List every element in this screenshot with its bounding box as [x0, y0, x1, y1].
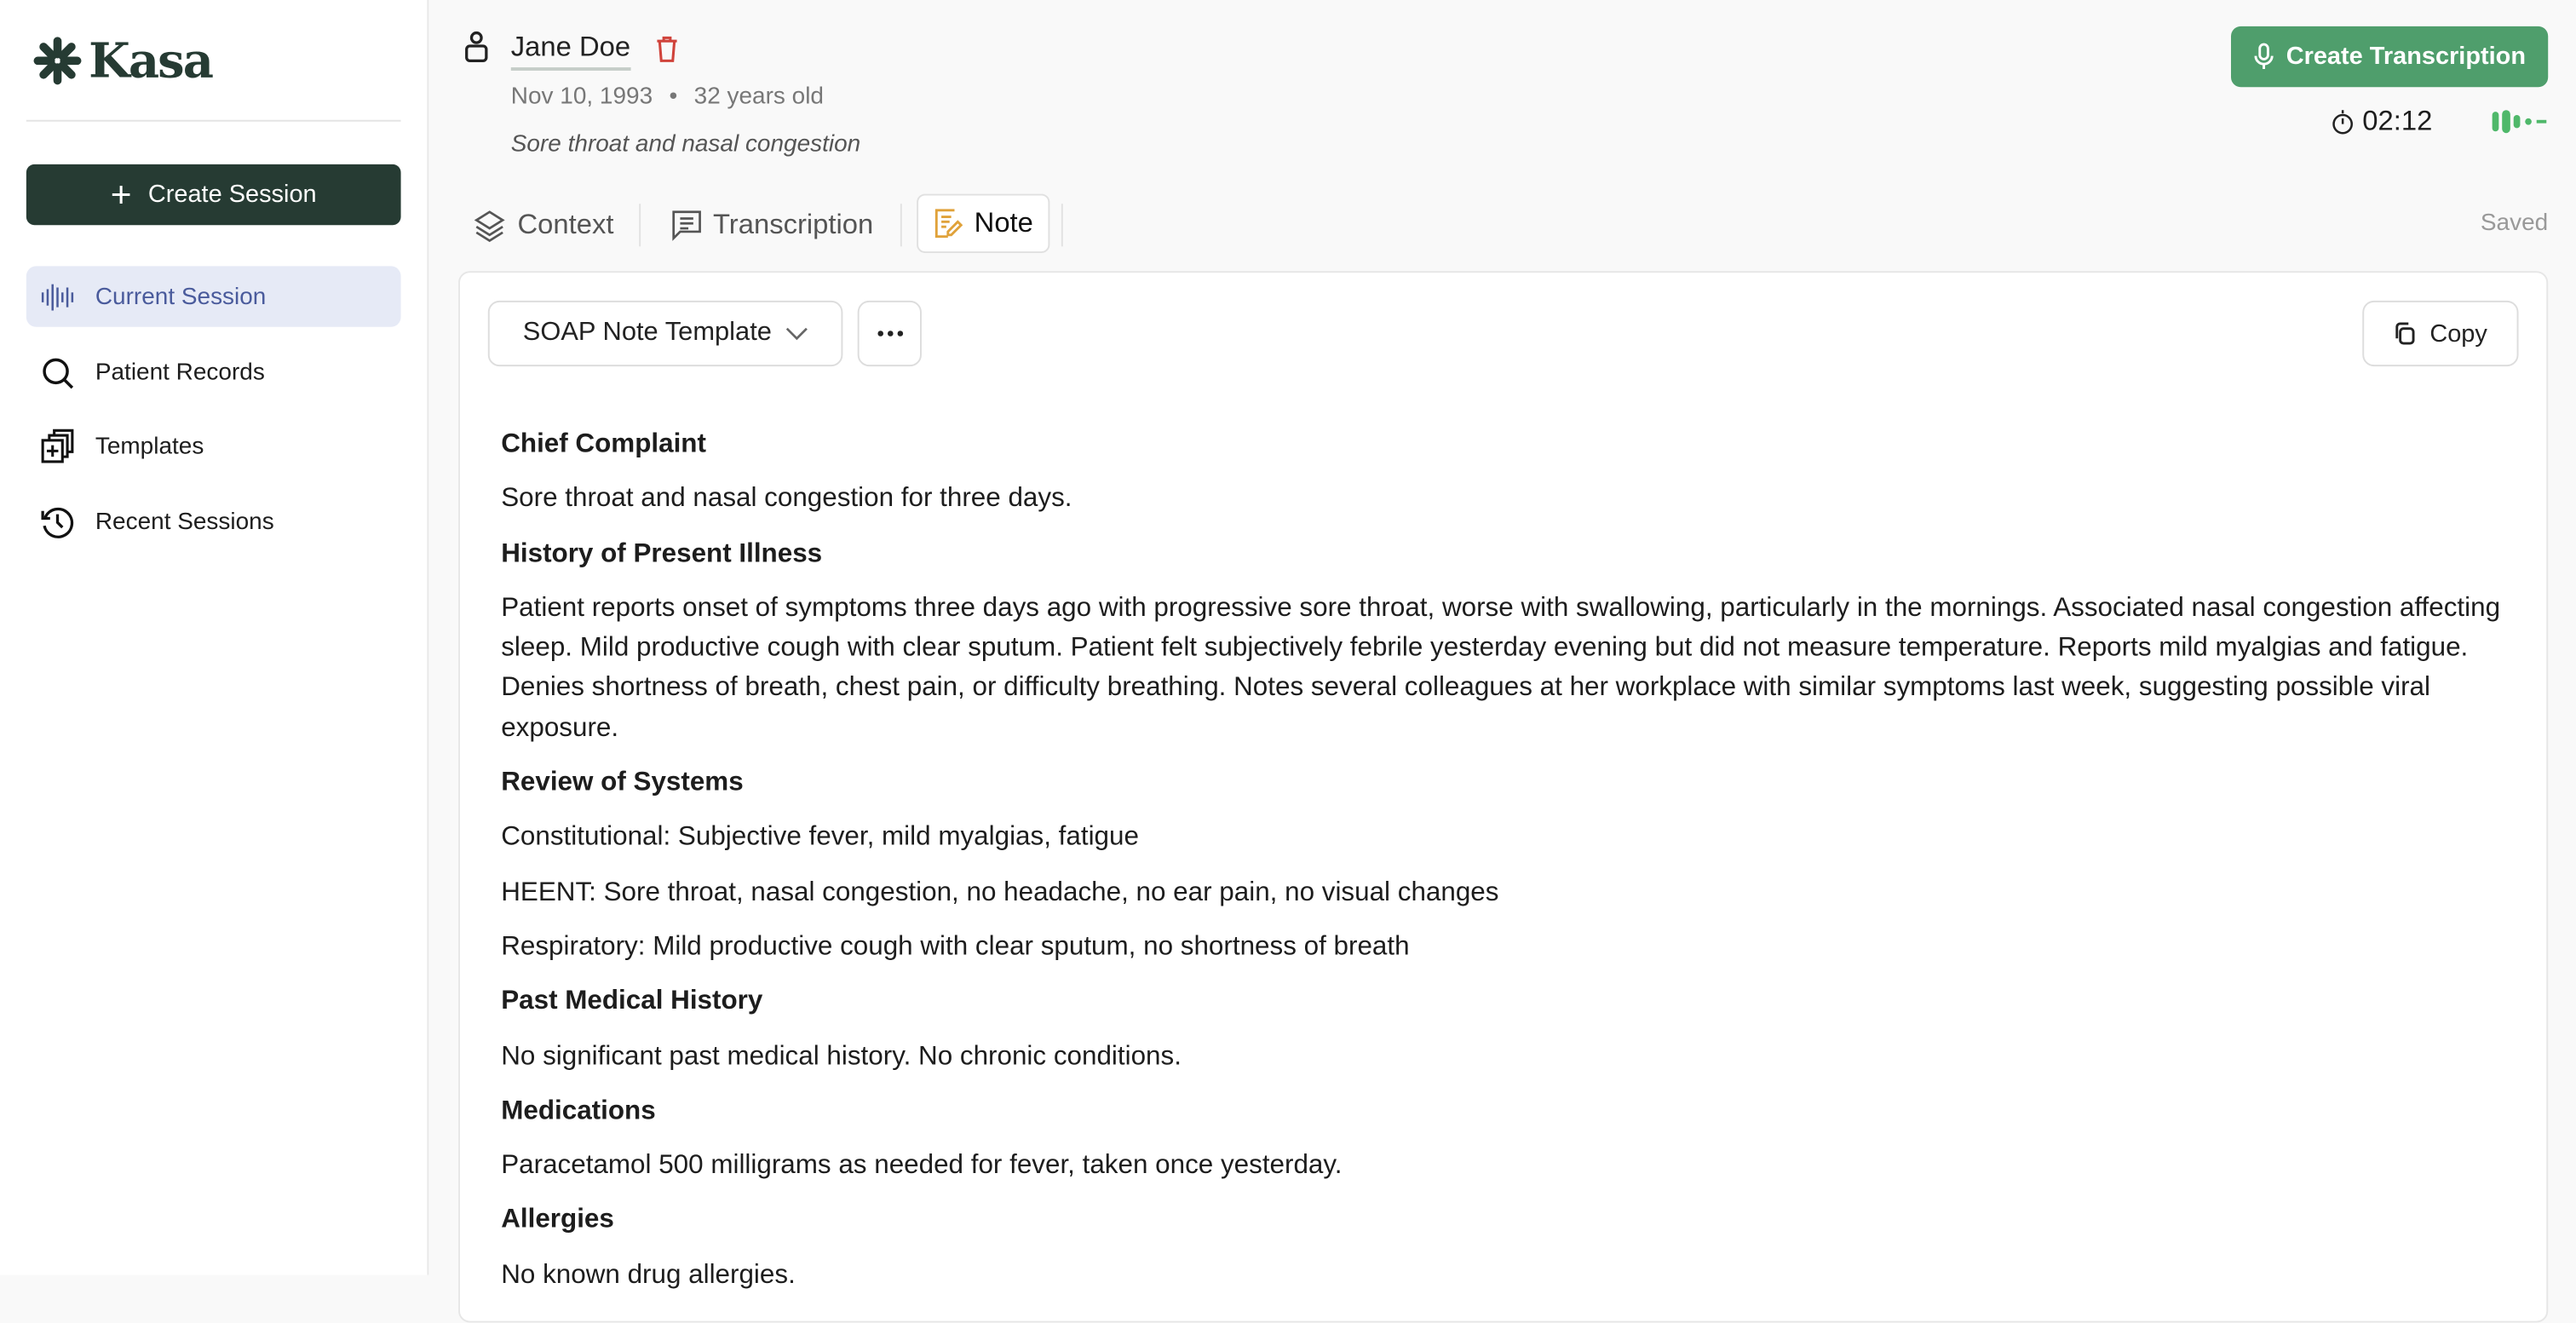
- separator: •: [669, 83, 678, 111]
- divider: [26, 120, 401, 122]
- patient-icon: [463, 32, 490, 65]
- create-transcription-label: Create Transcription: [2286, 43, 2527, 71]
- note-edit-icon: [933, 209, 963, 239]
- search-icon: [39, 354, 75, 390]
- section-text: No known drug allergies.: [501, 1259, 796, 1290]
- logo-text: Kasa: [89, 32, 213, 89]
- section-heading: Chief Complaint: [501, 429, 706, 459]
- stopwatch-icon: [2332, 108, 2355, 135]
- section-text: Sore throat and nasal congestion for three days.: [501, 483, 1072, 514]
- waveform-icon: [39, 279, 75, 314]
- main-panel: [428, 0, 2576, 1290]
- sidebar-item-label: Patient Records: [95, 359, 265, 386]
- template-label: SOAP Note Template: [522, 319, 772, 347]
- copy-button[interactable]: [2362, 301, 2518, 366]
- section-text: Respiratory: Mild productive cough with clear sputum, no shortness of breath: [501, 931, 1410, 962]
- section-text: HEENT: Sore throat, nasal congestion, no headache, no ear pain, no visual changes: [501, 877, 1499, 906]
- create-session-label: Create Session: [147, 181, 317, 209]
- section-heading: Past Medical History: [501, 986, 763, 1016]
- tab-label: Note: [974, 206, 1033, 239]
- sidebar-item-current-session[interactable]: [26, 266, 401, 326]
- tab-label: Transcription: [712, 208, 874, 240]
- tab-context[interactable]: [473, 200, 613, 250]
- microphone-icon: [2253, 43, 2273, 71]
- sidebar-item-label: Current Session: [95, 283, 267, 310]
- tab-divider: [1061, 204, 1063, 246]
- sidebar: [0, 0, 428, 1275]
- tab-note[interactable]: [917, 194, 1049, 253]
- templates-icon: [39, 428, 75, 463]
- audio-level-icon: [2493, 110, 2550, 133]
- save-status: Saved: [2480, 210, 2549, 237]
- history-icon: [39, 503, 75, 539]
- section-heading: History of Present Illness: [501, 538, 823, 568]
- sidebar-item-templates[interactable]: [26, 416, 401, 476]
- layers-icon: [473, 209, 506, 242]
- message-icon: [672, 210, 702, 240]
- section-text: Constitutional: Subjective fever, mild myalgias, fatigue: [501, 822, 1139, 852]
- tab-divider: [900, 204, 902, 246]
- session-timer: [2332, 105, 2433, 138]
- create-transcription-button[interactable]: [2231, 26, 2548, 87]
- ellipsis-icon: [877, 331, 903, 337]
- create-session-button[interactable]: [26, 164, 401, 225]
- tab-divider: [639, 204, 641, 246]
- note-content[interactable]: [501, 424, 2505, 1310]
- sidebar-item-label: Recent Sessions: [95, 508, 274, 535]
- template-dropdown[interactable]: [488, 301, 843, 366]
- sidebar-item-patient-records[interactable]: [26, 342, 401, 402]
- patient-age: 32 years old: [693, 83, 824, 111]
- note-card: [458, 271, 2548, 1322]
- section-text: Paracetamol 500 milligrams as needed for fever, taken once yesterday.: [501, 1150, 1343, 1181]
- section-text: No significant past medical history. No chronic conditions.: [501, 1040, 1182, 1071]
- logo[interactable]: [33, 33, 212, 89]
- patient-dob: Nov 10, 1993: [510, 83, 653, 111]
- tab-transcription[interactable]: [672, 200, 874, 250]
- trash-icon[interactable]: [655, 34, 678, 62]
- copy-icon: [2394, 322, 2417, 345]
- patient-name[interactable]: Jane Doe: [511, 32, 630, 71]
- section-heading: Medications: [501, 1096, 656, 1125]
- sidebar-item-recent-sessions[interactable]: [26, 492, 401, 552]
- plus-icon: +: [110, 173, 132, 215]
- section-text: Patient reports onset of symptoms three days ago with progressive sore throat, worse with swallowing, particularly in the mornings. Associated nasal congestion affecting sleep. Mild productive cough with clear sputum. Patient felt subjectively febrile yesterday evening but did not measure temperature. Reports mild myalgias and fatigue. Denies shortness of breath, chest pain, or difficulty breathing. Notes several colleagues at her workplace with similar symptoms last week, suggesting possible viral exposure.: [501, 593, 2501, 743]
- chevron-down-icon: [785, 326, 808, 341]
- section-heading: Allergies: [501, 1205, 614, 1235]
- patient-meta: [511, 83, 824, 110]
- sidebar-item-label: Templates: [95, 433, 204, 460]
- visit-reason: Sore throat and nasal congestion: [510, 131, 861, 158]
- timer-value: 02:12: [2362, 105, 2433, 137]
- tab-label: Context: [517, 208, 614, 240]
- asterisk-logo-icon: [33, 36, 83, 85]
- more-options-button[interactable]: [858, 301, 922, 366]
- copy-label: Copy: [2429, 319, 2487, 348]
- section-heading: Review of Systems: [501, 767, 744, 797]
